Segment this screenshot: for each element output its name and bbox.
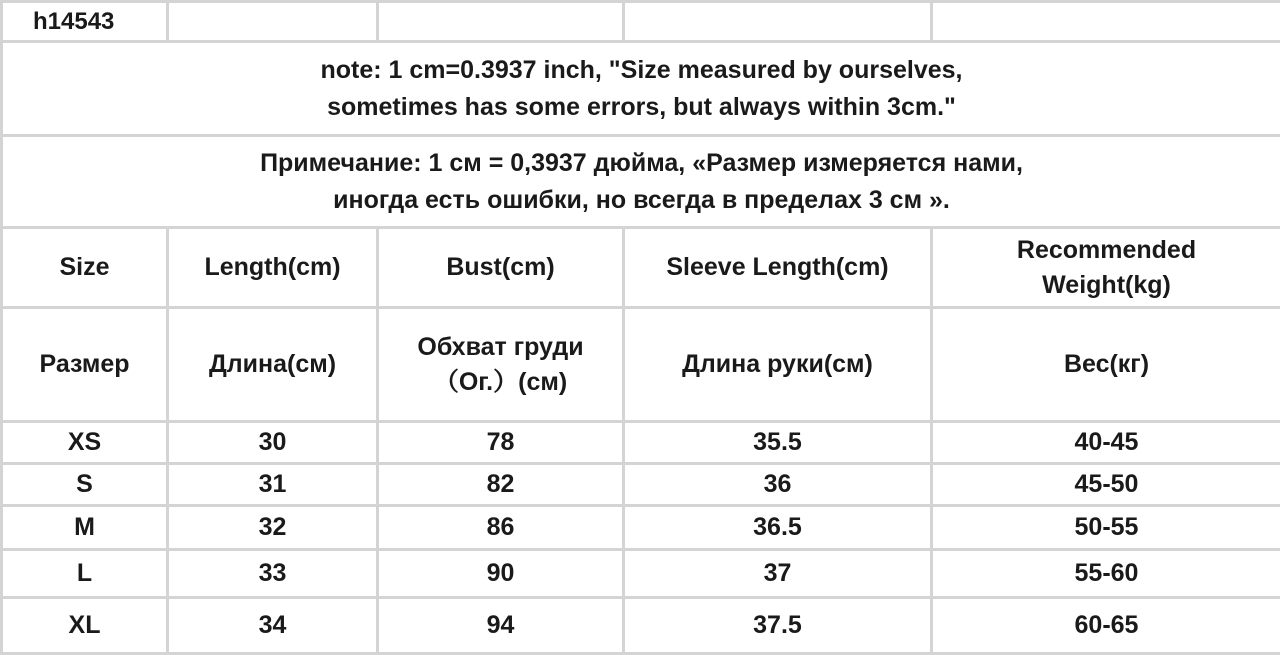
table-row	[2, 464, 1280, 506]
header-sleeve-length: Sleeve Length(cm)	[624, 228, 932, 308]
header-weight-line: Recommended	[937, 233, 1276, 268]
table-row	[2, 550, 1280, 598]
weight-cell: 60-65	[932, 598, 1280, 654]
header-length-ru: Длина(см)	[168, 308, 378, 422]
bust-cell: 90	[378, 550, 624, 598]
product-code-row	[2, 2, 1280, 42]
russian-note-line: Примечание: 1 см = 0,3937 дюйма, «Размер измеряется нами,	[7, 145, 1276, 181]
header-bust-ru	[378, 308, 624, 422]
bust-cell: 82	[378, 464, 624, 506]
size-cell: L	[2, 550, 168, 598]
length-cell: 31	[168, 464, 378, 506]
header-bust: Bust(cm)	[378, 228, 624, 308]
product-code: h14543	[2, 2, 168, 42]
size-cell: XL	[2, 598, 168, 654]
size-cell: S	[2, 464, 168, 506]
sleeve-cell: 37	[624, 550, 932, 598]
header-bust-ru-line: Обхват груди	[383, 330, 618, 365]
russian-note-line: иногда есть ошибки, но всегда в пределах 3 см ».	[7, 182, 1276, 218]
length-cell: 30	[168, 422, 378, 464]
header-length: Length(cm)	[168, 228, 378, 308]
empty-cell	[378, 2, 624, 42]
length-cell: 34	[168, 598, 378, 654]
empty-cell	[932, 2, 1280, 42]
size-cell: XS	[2, 422, 168, 464]
table-row	[2, 506, 1280, 550]
weight-cell: 55-60	[932, 550, 1280, 598]
weight-cell: 50-55	[932, 506, 1280, 550]
header-recommended-weight	[932, 228, 1280, 308]
english-note-line: sometimes has some errors, but always within 3cm."	[7, 89, 1276, 125]
bust-cell: 78	[378, 422, 624, 464]
length-cell: 33	[168, 550, 378, 598]
bust-cell: 86	[378, 506, 624, 550]
sleeve-cell: 36	[624, 464, 932, 506]
table-row	[2, 598, 1280, 654]
russian-header-row	[2, 308, 1280, 422]
english-note-row	[2, 42, 1280, 136]
header-weight-line: Weight(kg)	[937, 268, 1276, 303]
russian-note	[2, 136, 1280, 228]
sleeve-cell: 37.5	[624, 598, 932, 654]
english-header-row	[2, 228, 1280, 308]
weight-cell: 40-45	[932, 422, 1280, 464]
header-size: Size	[2, 228, 168, 308]
empty-cell	[624, 2, 932, 42]
header-weight-ru: Вес(кг)	[932, 308, 1280, 422]
table-row	[2, 422, 1280, 464]
english-note-line: note: 1 cm=0.3937 inch, "Size measured by ourselves,	[7, 52, 1276, 88]
russian-note-row	[2, 136, 1280, 228]
size-cell: M	[2, 506, 168, 550]
bust-cell: 94	[378, 598, 624, 654]
sleeve-cell: 36.5	[624, 506, 932, 550]
length-cell: 32	[168, 506, 378, 550]
weight-cell: 45-50	[932, 464, 1280, 506]
sleeve-cell: 35.5	[624, 422, 932, 464]
header-sleeve-ru: Длина руки(см)	[624, 308, 932, 422]
empty-cell	[168, 2, 378, 42]
header-bust-ru-line: （Ог.）(см)	[383, 365, 618, 400]
english-note	[2, 42, 1280, 136]
header-size-ru: Размер	[2, 308, 168, 422]
